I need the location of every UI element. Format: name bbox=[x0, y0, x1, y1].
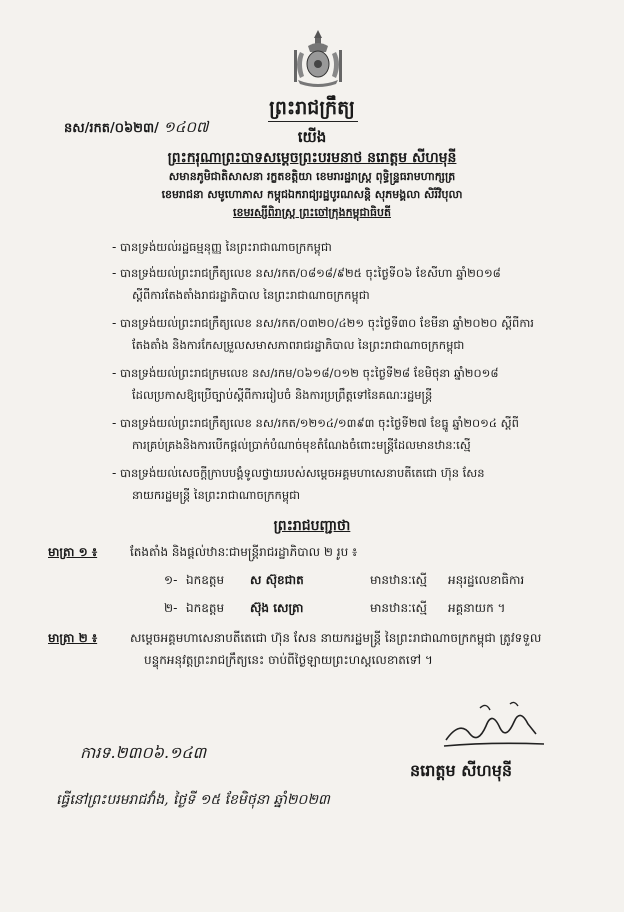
consideration-1-line-1: បានទ្រង់យល់រដ្ឋធម្មនុញ្ញ នៃព្រះរាជាណាចក្រកម្ពុជា bbox=[120, 240, 332, 254]
bullet-dash: - bbox=[112, 366, 117, 380]
appointee-1-rank-label: មានឋានៈស្មើ bbox=[370, 573, 427, 587]
reference-handwritten-number: ១៤០៧ bbox=[163, 118, 209, 136]
article-2-line-2: បន្ទុកអនុវត្តព្រះរាជក្រឹត្យនេះ ចាប់ពីថ្ងៃឡាយព្រះហស្តលេខាតទៅ ។ bbox=[144, 653, 433, 667]
king-name-line: ព្រះករុណាព្រះបាទសម្តេចព្រះបរមនាថ នរោត្តម សីហមុនី bbox=[167, 150, 457, 166]
appointee-2-name: ស៊ុង សេត្រា bbox=[250, 601, 304, 615]
appointee-2-rank: អគ្គនាយក ។ bbox=[448, 601, 506, 615]
consideration-6-line-2: នាយករដ្ឋមន្ត្រី នៃព្រះរាជាណាចក្រកម្ពុជា bbox=[132, 488, 301, 502]
consideration-5-line-2: ការគ្រប់គ្រងនិងការបើកផ្តល់ប្រាក់បំណាច់មុខតំណែងចំពោះមន្ត្រីដែលមានឋានៈស្មើ bbox=[132, 438, 471, 452]
article-1-text: តែងតាំង និងផ្តល់ឋានៈជាមន្ត្រីរាជរដ្ឋាភិបាល ២ រូប ៖ bbox=[130, 545, 358, 559]
reference-label: នស/រកត/០៦២៣/ bbox=[64, 121, 159, 136]
decree-heading: ព្រះរាជបញ្ជាថា bbox=[273, 518, 351, 534]
consideration-4-line-2: ដែលប្រកាសឱ្យប្រើច្បាប់ស្តីពីការរៀបចំ និងការប្រព្រឹត្តទៅនៃគណៈរដ្ឋមន្ត្រី bbox=[132, 388, 433, 402]
title-underline bbox=[268, 121, 358, 122]
appointee-1-name: ស ស៊ុខជាត bbox=[250, 573, 304, 587]
article-2-line-1: សម្តេចអគ្គមហាសេនាបតីតេជោ ហ៊ុន សែន នាយករដ្ឋមន្ត្រី នៃព្រះរាជាណាចក្រកម្ពុជា ត្រូវទទួល bbox=[130, 631, 542, 645]
consideration-4-line-1: បានទ្រង់យល់ព្រះរាជក្រមលេខ នស/រកម/០៦១៨/០១២ ចុះថ្ងៃទី២៨ ខែមិថុនា ឆ្នាំ២០១៨ bbox=[120, 366, 499, 380]
king-title-line-3: ខេមរស្សីពិរាស្ត្រ ព្រះចៅក្រុងកម្ពុជាធិបតី bbox=[233, 206, 391, 219]
king-title-line-2: ខេមរាជនា សមូហោភាស កម្ពុជឯករាជ្យរដ្ឋបូរណសន្តិ សុភមង្គលា សិរីវិបុលា bbox=[161, 188, 463, 201]
place-and-date-line: ធ្វើនៅព្រះបរមរាជវាំង, ថ្ងៃទី ១៥ ខែមិថុនា ឆ្នាំ២០២៣ bbox=[56, 792, 330, 808]
bullet-dash: - bbox=[112, 266, 117, 280]
appointee-2-index: ២- bbox=[164, 601, 178, 615]
document-title: ព្រះរាជក្រឹត្យ bbox=[269, 97, 355, 119]
royal-coat-of-arms-icon bbox=[286, 28, 350, 90]
registration-handwritten: ការទ.២៣០៦.១៤៣ bbox=[80, 743, 207, 762]
consideration-2-line-1: បានទ្រង់យល់ព្រះរាជក្រឹត្យលេខ នស/រកត/០៨១៨/៩២៥ ចុះថ្ងៃទី០៦ ខែសីហា ឆ្នាំ២០១៨ bbox=[120, 266, 501, 280]
appointee-1-rank: អនុរដ្ឋលេខាធិការ bbox=[448, 573, 525, 587]
consideration-3-line-2: តែងតាំង និងការកែសម្រួលសមាសភាពរាជរដ្ឋាភិបាល នៃព្រះរាជាណាចក្រកម្ពុជា bbox=[132, 338, 465, 352]
consideration-6-line-1: បានទ្រង់យល់សេចក្តីក្រាបបង្គំទូលថ្វាយរបស់សម្តេចអគ្គមហាសេនាបតីតេជោ ហ៊ុន សែន bbox=[120, 466, 485, 480]
signatory-name: នរោត្តម សីហមុនី bbox=[410, 761, 513, 780]
appointee-1-title: ឯកឧត្តម bbox=[186, 573, 225, 587]
bullet-dash: - bbox=[112, 240, 117, 254]
bullet-dash: - bbox=[112, 416, 117, 430]
consideration-3-line-1: បានទ្រង់យល់ព្រះរាជក្រឹត្យលេខ នស/រកត/០៣២០/៤២១ ចុះថ្ងៃទី៣០ ខែមីនា ឆ្នាំ២០២០ ស្តីពីការ bbox=[120, 316, 534, 330]
appointee-1-index: ១- bbox=[164, 573, 178, 587]
article-2-label: មាត្រា ២ ៖ bbox=[48, 631, 98, 645]
consideration-5-line-1: បានទ្រង់យល់ព្រះរាជក្រឹត្យលេខ នស/រកត/១២១៤/១៣៩៣ ចុះថ្ងៃទី២៧ ខែធ្នូ ឆ្នាំ២០១៤ ស្តីពី bbox=[120, 416, 519, 430]
article-1-label: មាត្រា ១ ៖ bbox=[48, 545, 98, 559]
consideration-2-line-2: ស្តីពីការតែងតាំងរាជរដ្ឋាភិបាល នៃព្រះរាជាណាចក្រកម្ពុជា bbox=[132, 288, 370, 302]
bullet-dash: - bbox=[112, 466, 117, 480]
royal-signature-icon bbox=[440, 700, 550, 750]
we-heading: យើង bbox=[297, 128, 327, 146]
appointee-2-rank-label: មានឋានៈស្មើ bbox=[370, 601, 427, 615]
bullet-dash: - bbox=[112, 316, 117, 330]
king-title-line-1: សមានភូមិជាតិសាសនា រក្ខតខត្តិយា ខេមរារដ្ឋរាស្ត្រ ពុទ្ធិន្ទ្រធរាមហាក្សត្រ bbox=[168, 170, 456, 183]
appointee-2-title: ឯកឧត្តម bbox=[186, 601, 225, 615]
